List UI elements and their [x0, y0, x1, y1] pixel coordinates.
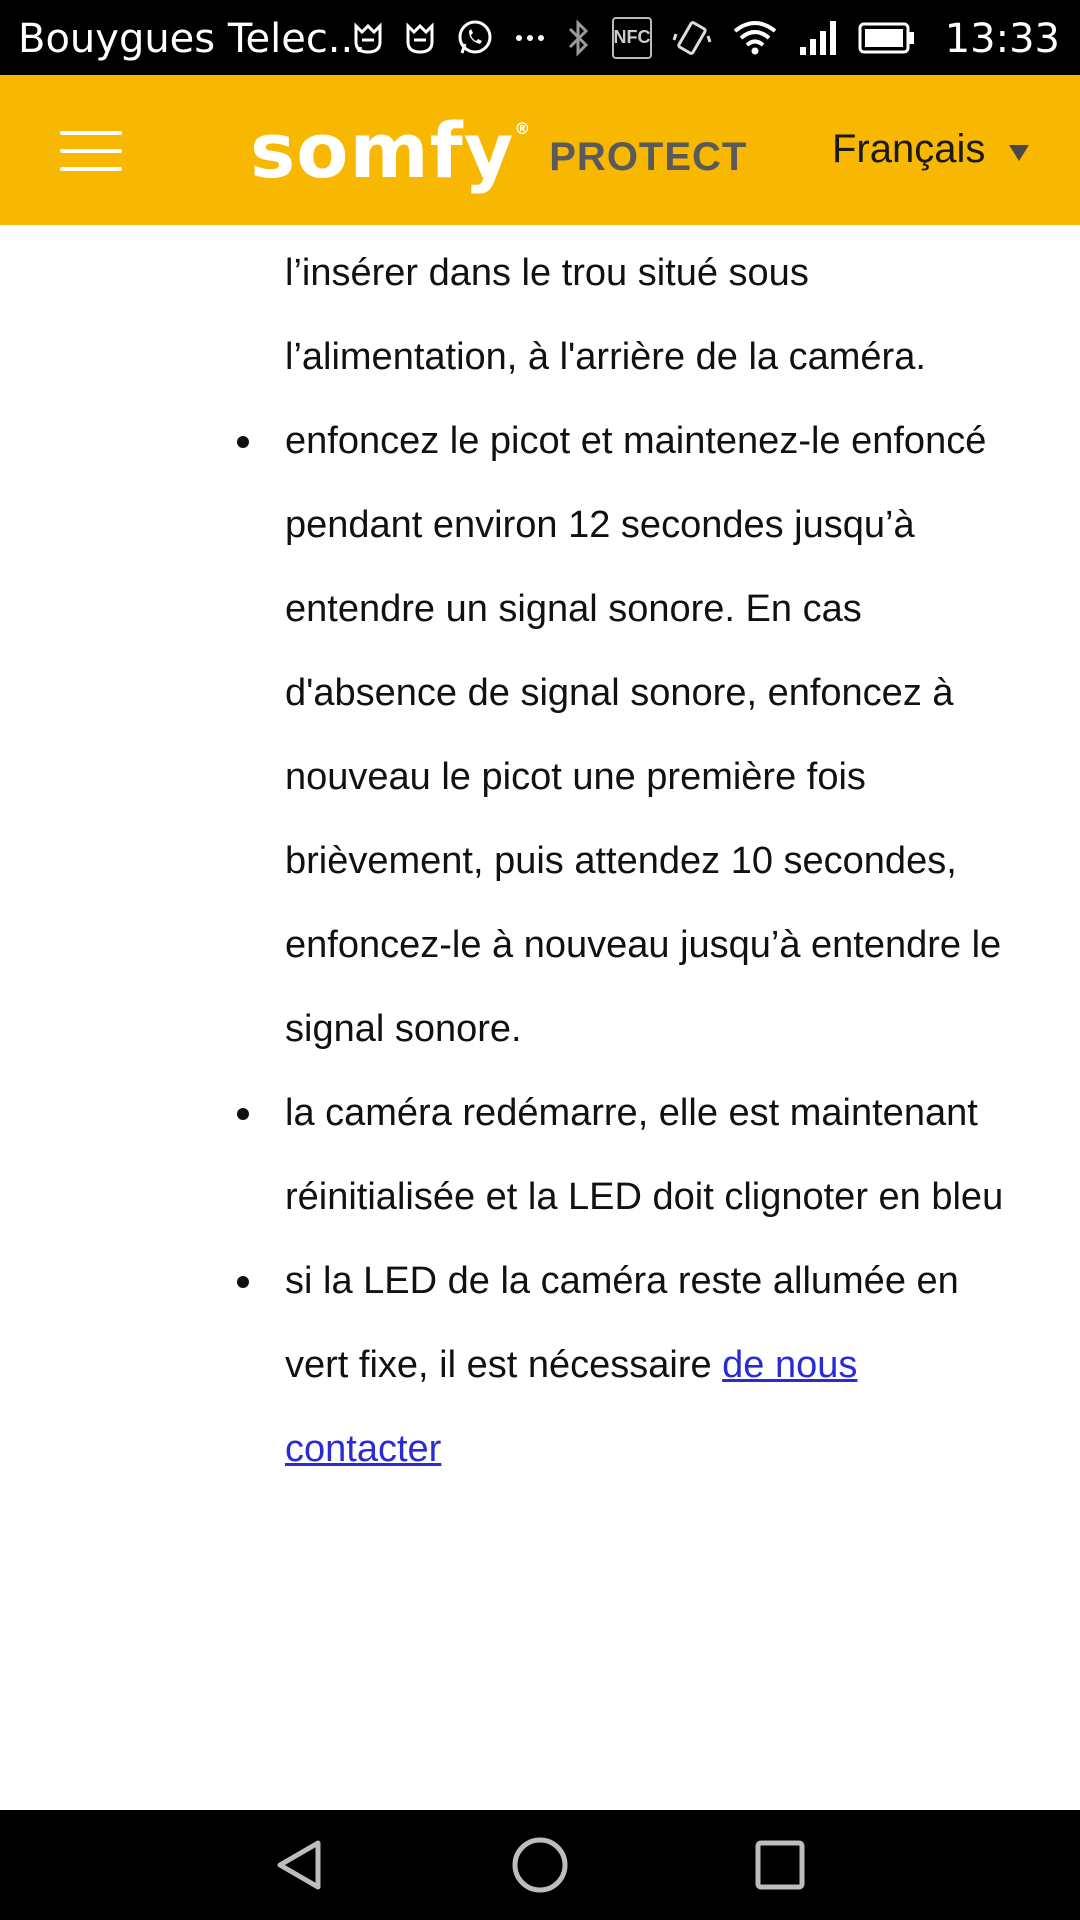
mi-icon: [404, 20, 436, 56]
language-selector[interactable]: [832, 121, 1029, 177]
app-header: [0, 75, 1080, 225]
menu-line: [60, 167, 122, 171]
list-item-text: enfoncez le picot et maintenez-le enfoncé pendant environ 12 secondes jusqu’à entendre un signal sonore. En cas d'absence de signal sonore, enfoncez à nouveau le picot une première fois brièvement, puis attendez 10 secondes, enfoncez-le à nouveau jusqu’à entendre le signal sonore.: [285, 420, 1002, 1050]
hamburger-menu-button[interactable]: [60, 131, 122, 171]
list-item: [285, 1071, 1005, 1239]
article-content: [0, 225, 1080, 1810]
menu-line: [60, 149, 122, 153]
status-icons: [352, 0, 936, 75]
product-name: PROTECT: [549, 134, 748, 179]
list-item-text: l’insérer dans le trou situé sous l’alimentation, à l'arrière de la caméra.: [285, 252, 926, 378]
instruction-list: [285, 231, 1005, 1491]
list-item-text: la caméra redémarre, elle est maintenant réinitialisée et la LED doit clignoter en bleu: [285, 1092, 1004, 1218]
dropdown-arrow-icon: [1009, 145, 1029, 161]
carrier-name: Bouygues Telec...: [18, 16, 366, 62]
signal-icon: [798, 19, 838, 57]
clock: 13:33: [944, 16, 1060, 62]
menu-line: [60, 131, 122, 135]
wifi-icon: [732, 19, 778, 57]
back-icon[interactable]: [270, 1835, 330, 1895]
somfy-protect-logo[interactable]: [250, 101, 747, 201]
battery-icon: [858, 21, 916, 55]
list-item: [285, 231, 1005, 399]
list-item: [285, 1239, 1005, 1491]
list-item-text: si la LED de la caméra reste allumée en vert fixe, il est nécessaire: [285, 1260, 959, 1386]
brand-wordmark: somfy®: [250, 106, 532, 195]
home-icon[interactable]: [510, 1835, 570, 1895]
bluetooth-icon: [566, 18, 592, 58]
nfc-icon: NFC: [612, 17, 652, 59]
mi-icon: [352, 20, 384, 56]
language-label: Français: [832, 126, 986, 171]
status-bar: [0, 0, 1080, 75]
whatsapp-icon: [456, 19, 494, 57]
contact-us-link[interactable]: de nous contacter: [285, 1344, 858, 1470]
vibrate-icon: [672, 18, 712, 58]
system-nav-bar: [0, 1810, 1080, 1920]
more-dots-icon: [514, 20, 546, 56]
registered-mark-icon: ®: [514, 119, 532, 138]
list-item: [285, 399, 1005, 1071]
recents-icon[interactable]: [750, 1835, 810, 1895]
